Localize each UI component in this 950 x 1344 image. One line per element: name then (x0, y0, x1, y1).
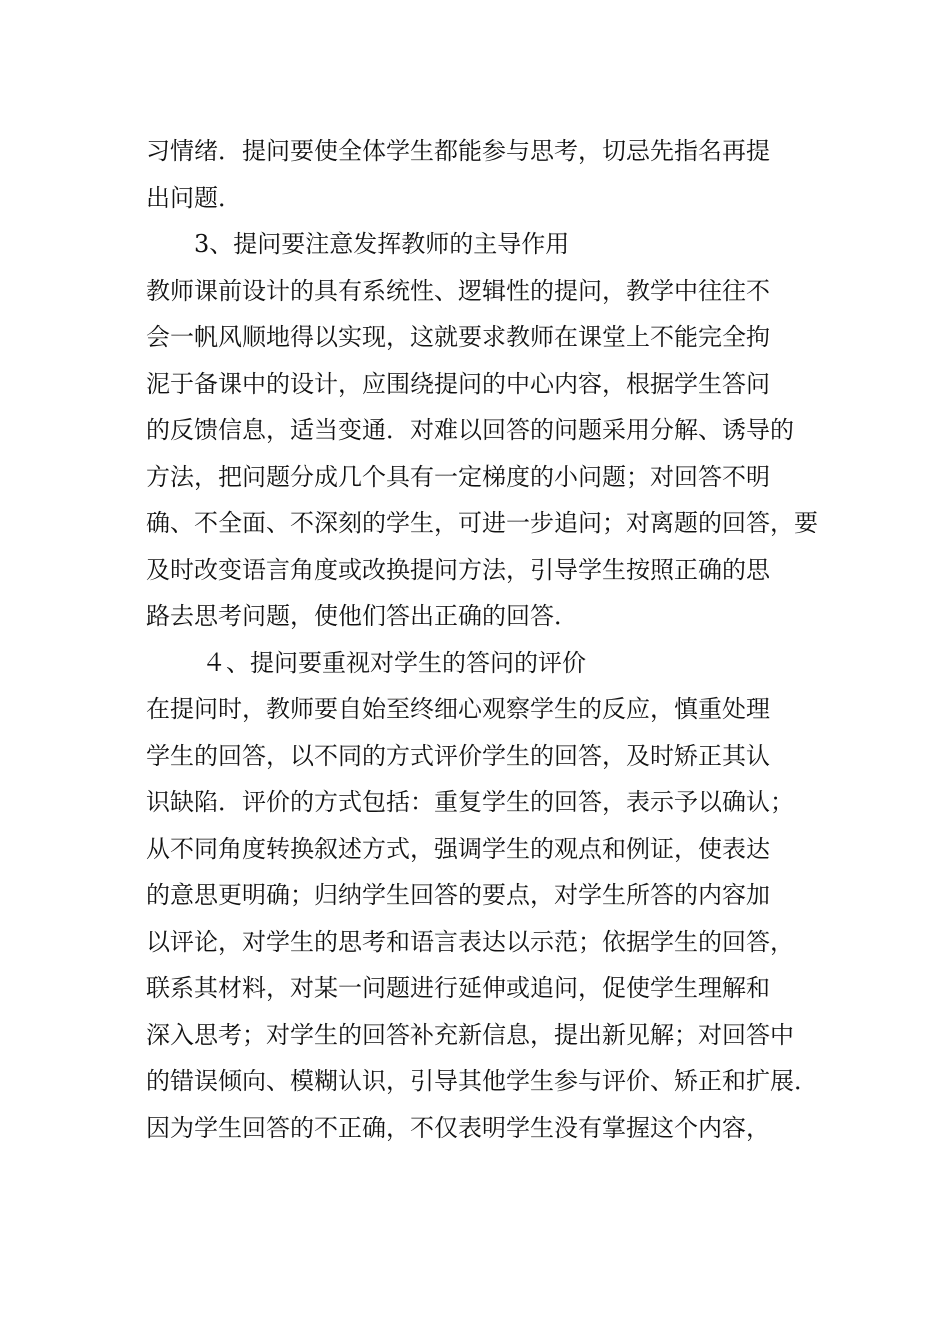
text-line: 泥于备课中的设计，应围绕提问的中心内容，根据学生答问 (146, 369, 770, 398)
section-heading: 3、提问要注意发挥教师的主导作用 (194, 230, 570, 258)
text-line: 的意思更明确；归纳学生回答的要点，对学生所答的内容加 (146, 881, 770, 909)
text-line: 及时改变语言角度或改换提问方法，引导学生按照正确的思 (146, 555, 770, 584)
text-line: 出问题． (146, 183, 242, 212)
text-line: 因为学生回答的不正确，不仅表明学生没有掌握这个内容， (146, 1113, 770, 1142)
document-body (146, 128, 818, 1151)
text-line: 识缺陷．评价的方式包括：重复学生的回答，表示予以确认； (146, 788, 794, 816)
text-line: 确、不全面、不深刻的学生，可进一步追问；对离题的回答，要 (146, 509, 818, 537)
section-heading: ４、提问要重视对学生的答问的评价 (202, 648, 586, 677)
text-line: 深入思考；对学生的回答补充新信息，提出新见解；对回答中 (146, 1020, 794, 1049)
text-line: 联系其材料，对某一问题进行延伸或追问，促使学生理解和 (146, 974, 770, 1002)
text-line: 在提问时，教师要自始至终细心观察学生的反应，慎重处理 (146, 695, 770, 723)
text-line: 从不同角度转换叙述方式，强调学生的观点和例证，使表达 (146, 834, 770, 863)
text-line: 的反馈信息，适当变通．对难以回答的问题采用分解、诱导的 (146, 416, 794, 444)
text-line: 会一帆风顺地得以实现，这就要求教师在课堂上不能完全拘 (146, 323, 770, 351)
text-line: 以评论，对学生的思考和语言表达以示范；依据学生的回答， (146, 927, 794, 956)
text-line: 方法，把问题分成几个具有一定梯度的小问题；对回答不明 (146, 462, 770, 491)
text-line: 路去思考问题，使他们答出正确的回答． (146, 602, 578, 630)
text-line: 学生的回答，以不同的方式评价学生的回答，及时矫正其认 (146, 741, 770, 770)
text-line: 的错误倾向、模糊认识，引导其他学生参与评价、矫正和扩展． (146, 1067, 818, 1095)
text-line: 习情绪．提问要使全体学生都能参与思考，切忌先指名再提 (146, 137, 770, 165)
text-line: 教师课前设计的具有系统性、逻辑性的提问，教学中往往不 (146, 276, 770, 305)
